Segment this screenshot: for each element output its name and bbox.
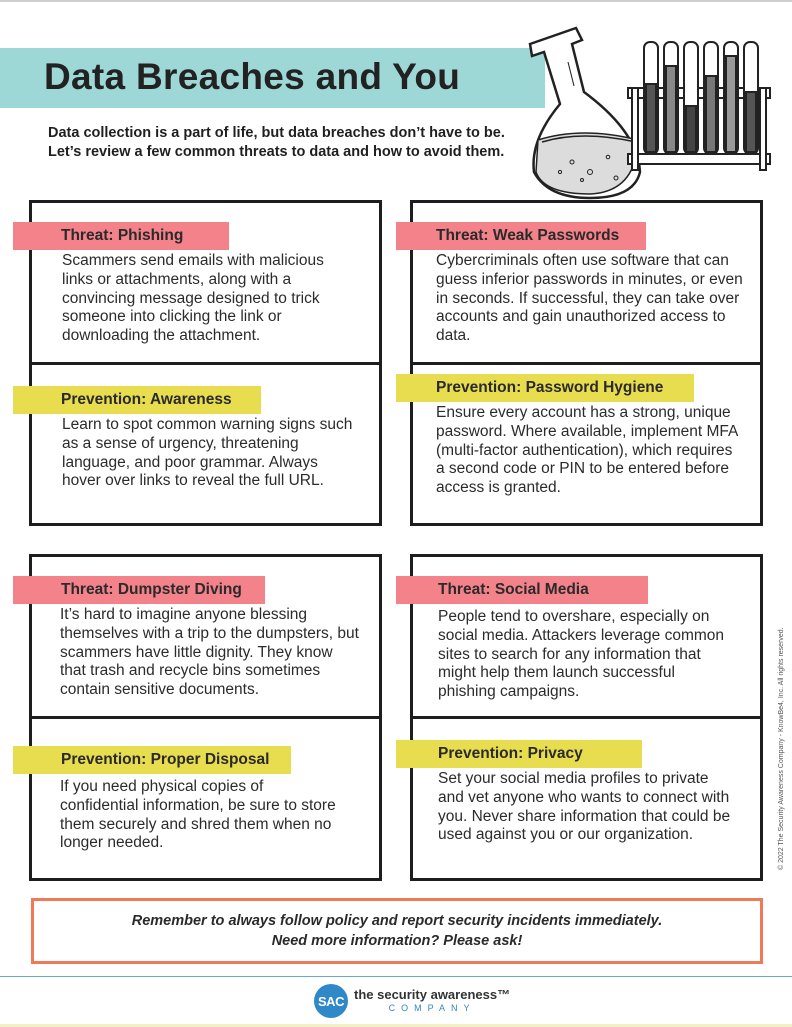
prevention-description: Set your social media profiles to private and vet anyone who wants to connect with you. Never share information that could be used against you or our organization.: [438, 770, 731, 844]
card-divider: [410, 362, 763, 365]
reminder-box: [31, 898, 763, 964]
logo-company: COMPANY: [388, 1003, 476, 1013]
prevention-label: Prevention: Proper Disposal: [13, 746, 291, 774]
threat-label: Threat: Dumpster Diving: [13, 576, 265, 604]
help-text: Need more information? Please ask!: [271, 933, 523, 949]
intro-paragraph: Data collection is a part of life, but data breaches don’t have to be. Let’s review a few common threats to data and how to avoid them.: [48, 125, 505, 160]
threat-description: It’s hard to imagine anyone blessing themselves with a trip to the dumpsters, but scammers have little dignity. They know that trash and recycle bins sometimes contain sensitive documents.: [60, 606, 359, 699]
page-title: Data Breaches and You: [44, 56, 461, 97]
top-rule: [0, 0, 792, 2]
prevention-label: Prevention: Password Hygiene: [396, 374, 694, 402]
prevention-label: Prevention: Awareness: [13, 386, 261, 414]
card-divider: [29, 716, 382, 719]
threat-label: Threat: Phishing: [13, 222, 229, 250]
logo-mark: SAC: [314, 984, 348, 1018]
reminder-text: Remember to always follow policy and report security incidents immediately.: [131, 913, 663, 929]
threat-label: Threat: Social Media: [396, 576, 648, 604]
test-tube-rack-illustration: [624, 36, 774, 176]
prevention-label: Prevention: Privacy: [396, 740, 642, 768]
threat-description: People tend to overshare, especially on social media. Attackers leverage common sites to search for any information that might help them launch successful phishing campaigns.: [438, 608, 725, 701]
bottom-rule: [0, 976, 792, 977]
card-divider: [29, 362, 382, 365]
logo-name: the security awareness™: [354, 987, 511, 1002]
company-logo: [314, 984, 510, 1018]
threat-description: Cybercriminals often use software that can guess inferior passwords in minutes, or even in seconds. If successful, they can take over accounts and gain unauthorized access to data.: [436, 252, 743, 345]
card-divider: [410, 716, 763, 719]
prevention-description: If you need physical copies of confidential information, be sure to store them securely and shred them when no longer needed.: [60, 778, 336, 852]
threat-description: Scammers send emails with malicious links or attachments, along with a convincing message designed to trick someone into clicking the link or downloading the attachment.: [62, 252, 324, 345]
prevention-description: Learn to spot common warning signs such as a sense of urgency, threatening language, and poor grammar. Always hover over links to reveal the full URL.: [62, 416, 353, 490]
threat-label: Threat: Weak Passwords: [396, 222, 646, 250]
prevention-description: Ensure every account has a strong, unique password. Where available, implement MFA (multi-factor authentication), which requires a second code or PIN to be entered before access is granted.: [436, 404, 738, 497]
copyright-notice: © 2022 The Security Awareness Company - KnowBe4, Inc. All rights reserved.: [778, 627, 785, 870]
